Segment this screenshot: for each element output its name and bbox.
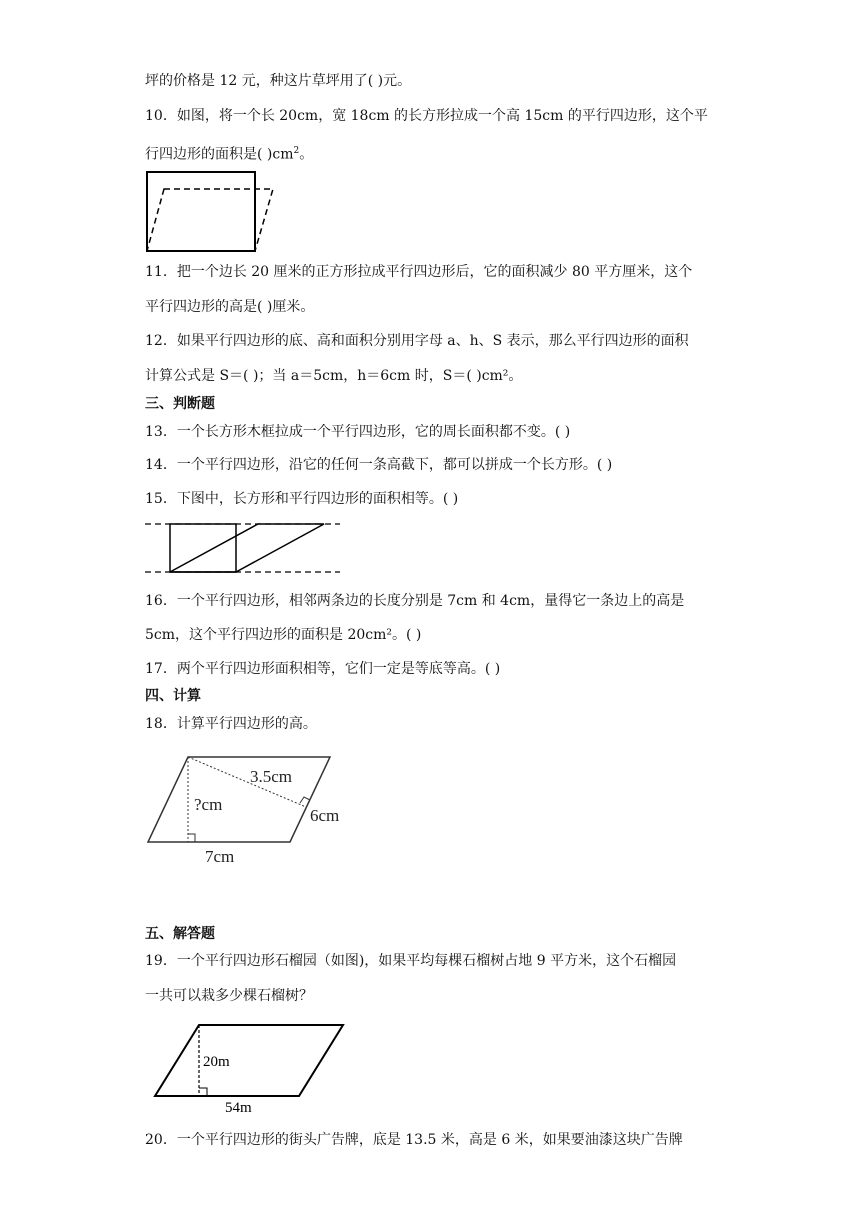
label-6cm: 6cm <box>310 806 340 825</box>
right-angle-mark-base <box>188 834 195 842</box>
section-5-heading: 五、解答题 <box>145 926 215 942</box>
figure-15-rectangle-and-parallelogram <box>140 518 350 578</box>
figure-10-rectangle-parallelogram <box>140 165 280 257</box>
q10-period: 。 <box>299 146 314 163</box>
label-54m: 54m <box>225 1100 252 1116</box>
q10-superscript: 2 <box>293 146 300 156</box>
question-19-line-2: 一共可以栽多少棵石榴树？ <box>145 988 313 1004</box>
label-20m: 20m <box>203 1054 230 1070</box>
question-10-line-2 <box>145 141 313 165</box>
question-10-line-1: 10．如图，将一个长 20cm，宽 18cm 的长方形拉成一个高 15cm 的平行四边形，这个平 <box>145 108 708 124</box>
question-16-line-1: 16．一个平行四边形，相邻两条边的长度分别是 7cm 和 4cm，量得它一条边上的高是 <box>145 593 685 609</box>
right-angle-mark <box>199 1088 207 1096</box>
question-11-line-1: 11．把一个边长 20 厘米的正方形拉成平行四边形后，它的面积减少 80 平方厘米，这个 <box>145 264 693 280</box>
question-12-line-2: 计算公式是 S＝( )；当 a＝5cm，h＝6cm 时，S＝( )cm²。 <box>145 368 523 384</box>
question-15: 15．下图中，长方形和平行四边形的面积相等。( ) <box>145 491 459 507</box>
parallelogram <box>155 1025 343 1096</box>
figure-19-pomegranate-orchard <box>145 1018 355 1118</box>
figure-18-parallelogram-height <box>140 745 355 870</box>
rectangle <box>147 172 255 251</box>
rectangle <box>170 524 236 572</box>
question-20-line-1: 20．一个平行四边形的街头广告牌，底是 13.5 米，高是 6 米，如果要油漆这块广告牌 <box>145 1132 683 1148</box>
q9-continuation: 坪的价格是 12 元，种这片草坪用了( )元。 <box>145 73 412 89</box>
question-17: 17．两个平行四边形面积相等，它们一定是等底等高。( ) <box>145 661 501 677</box>
parallelogram <box>170 524 324 572</box>
question-12-line-1: 12．如果平行四边形的底、高和面积分别用字母 a、h、S 表示，那么平行四边形的面积 <box>145 333 689 349</box>
q10-text: 行四边形的面积是( )cm <box>145 146 294 163</box>
question-16-line-2: 5cm，这个平行四边形的面积是 20cm²。( ) <box>145 627 422 643</box>
question-14: 14．一个平行四边形，沿它的任何一条高截下，都可以拼成一个长方形。( ) <box>145 457 613 473</box>
section-4-heading: 四、计算 <box>145 688 201 704</box>
label-height-unknown: ?cm <box>194 795 223 814</box>
question-11-line-2: 平行四边形的高是( )厘米。 <box>145 299 315 315</box>
section-3-heading: 三、判断题 <box>145 396 215 412</box>
label-3-5cm: 3.5cm <box>250 767 293 786</box>
question-18: 18．计算平行四边形的高。 <box>145 716 317 732</box>
question-13: 13．一个长方形木框拉成一个平行四边形，它的周长面积都不变。( ) <box>145 424 571 440</box>
question-19-line-1: 19．一个平行四边形石榴园（如图)，如果平均每棵石榴树占地 9 平方米，这个石榴园 <box>145 953 677 969</box>
label-7cm: 7cm <box>205 847 235 866</box>
